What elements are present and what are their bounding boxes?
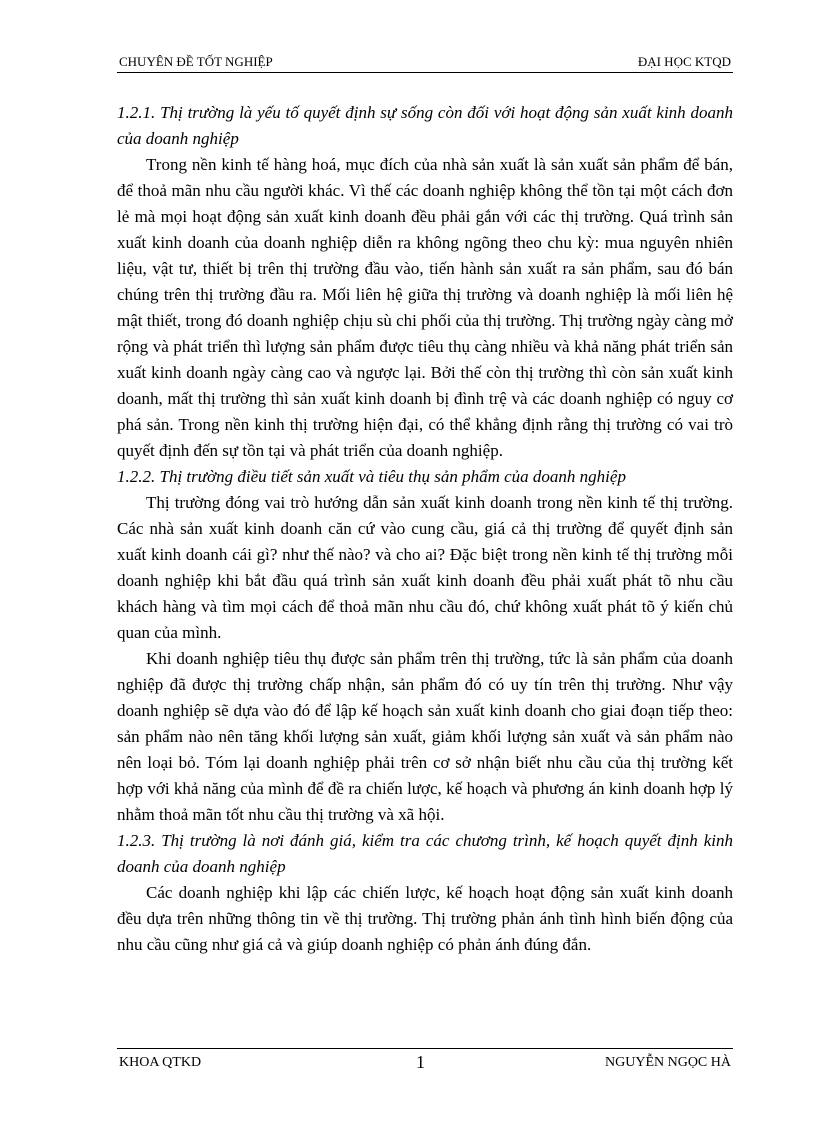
section-1-2-1-paragraph: Trong nền kinh tế hàng hoá, mục đích của nhà sản xuất là sản xuất sản phẩm để bán, để thoả mãn nhu cầu người khác. Vì thế các doanh nghiệp không thể tồn tại một cách đơn lẻ mà mọi hoạt động sản xuất kinh doanh đều phải gắn với các thị trường. Quá trình sản xuất kinh doanh của doanh nghiệp diễn ra không ngõng theo chu kỳ: mua nguyên nhiên liệu, vật tư, thiết bị trên thị trường đầu vào, tiến hành sản xuất ra sản phẩm, sau đó bán chúng trên thị trường đầu ra. Mối liên hệ giữa thị trường và doanh nghiệp là mối liên hệ mật thiết, trong đó doanh nghiệp chịu sù chi phối của thị trường. Thị trường ngày càng mở rộng và phát triển thì lượng sản phẩm được tiêu thụ càng nhiều và khả năng phát triển sản xuất kinh doanh ngày càng cao và ngược lại. Bởi thế còn thị trường thì còn sản xuất kinh doanh, mất thị trường thì sản xuất kinh doanh bị đình trệ và các doanh nghiệp có nguy cơ phá sản. Trong nền kinh thị trường hiện đại, có thể khẳng định rằng thị trường có vai trò quyết định đến sự tồn tại và phát triển của doanh nghiệp. [117, 155, 733, 460]
page-content [117, 100, 733, 958]
header-right-text: ĐẠI HỌC KTQD [637, 54, 731, 69]
header-left-text: CHUYÊN ĐỀ TỐT NGHIỆP [119, 54, 273, 69]
footer-left-text: KHOA QTKD [119, 1055, 202, 1070]
section-1-2-2-paragraph-2: Khi doanh nghiệp tiêu thụ được sản phẩm trên thị trường, tức là sản phẩm của doanh nghiệp đã được thị trường chấp nhận, sản phẩm đó có uy tín trên thị trường. Như vậy doanh nghiệp sẽ dựa vào đó để lập kế hoạch sản xuất kinh doanh cho giai đoạn tiếp theo: sản phẩm nào nên tăng khối lượng sản xuất, giảm khối lượng sản xuất và sản phẩm nào nên loại bỏ. Tóm lại doanh nghiệp phải trên cơ sở nhận biết nhu cầu của thị trường kết hợp với khả năng của mình để đề ra chiến lược, kế hoạch và phương án kinh doanh hợp lý nhằm thoả mãn tốt nhu cầu thị trường và xã hội. [117, 649, 733, 824]
section-heading-1-2-1: 1.2.1. Thị trường là yếu tố quyết định sự sống còn đối với hoạt động sản xuất kinh doanh của doanh nghiệp [117, 103, 733, 148]
section-heading-1-2-3: 1.2.3. Thị trường là nơi đánh giá, kiểm tra các chương trình, kế hoạch quyết định kinh doanh của doanh nghiệp [117, 831, 733, 876]
page-header [117, 52, 733, 73]
page-number: 1 [416, 1052, 425, 1072]
section-heading-1-2-2: 1.2.2. Thị trường điều tiết sản xuất và tiêu thụ sản phẩm của doanh nghiệp [117, 467, 626, 486]
page-footer [117, 1054, 733, 1074]
section-1-2-3-paragraph: Các doanh nghiệp khi lập các chiến lược, kế hoạch hoạt động sản xuất kinh doanh đều dựa trên những thông tin về thị trường. Thị trường phản ánh tình hình biến động của nhu cầu cũng như giá cả và giúp doanh nghiệp có phản ánh đúng đắn. [117, 883, 733, 954]
section-1-2-2-paragraph-1: Thị trường đóng vai trò hướng dẫn sản xuất kinh doanh trong nền kinh tế thị trường. Các nhà sản xuất kinh doanh căn cứ vào cung cầu, giá cả thị trường để quyết định sản xuất kinh doanh cái gì? như thế nào? và cho ai? Đặc biệt trong nền kinh tế thị trường mỗi doanh nghiệp khi bắt đầu quá trình sản xuất kinh doanh đều phải xuất phát tõ nhu cầu khách hàng và tìm mọi cách để thoả mãn nhu cầu đó, chứ không xuất phát tõ ý kiến chủ quan của mình. [117, 493, 733, 642]
footer-right-text: NGUYỄN NGỌC HÀ [605, 1055, 731, 1070]
footer-divider [117, 1048, 733, 1049]
